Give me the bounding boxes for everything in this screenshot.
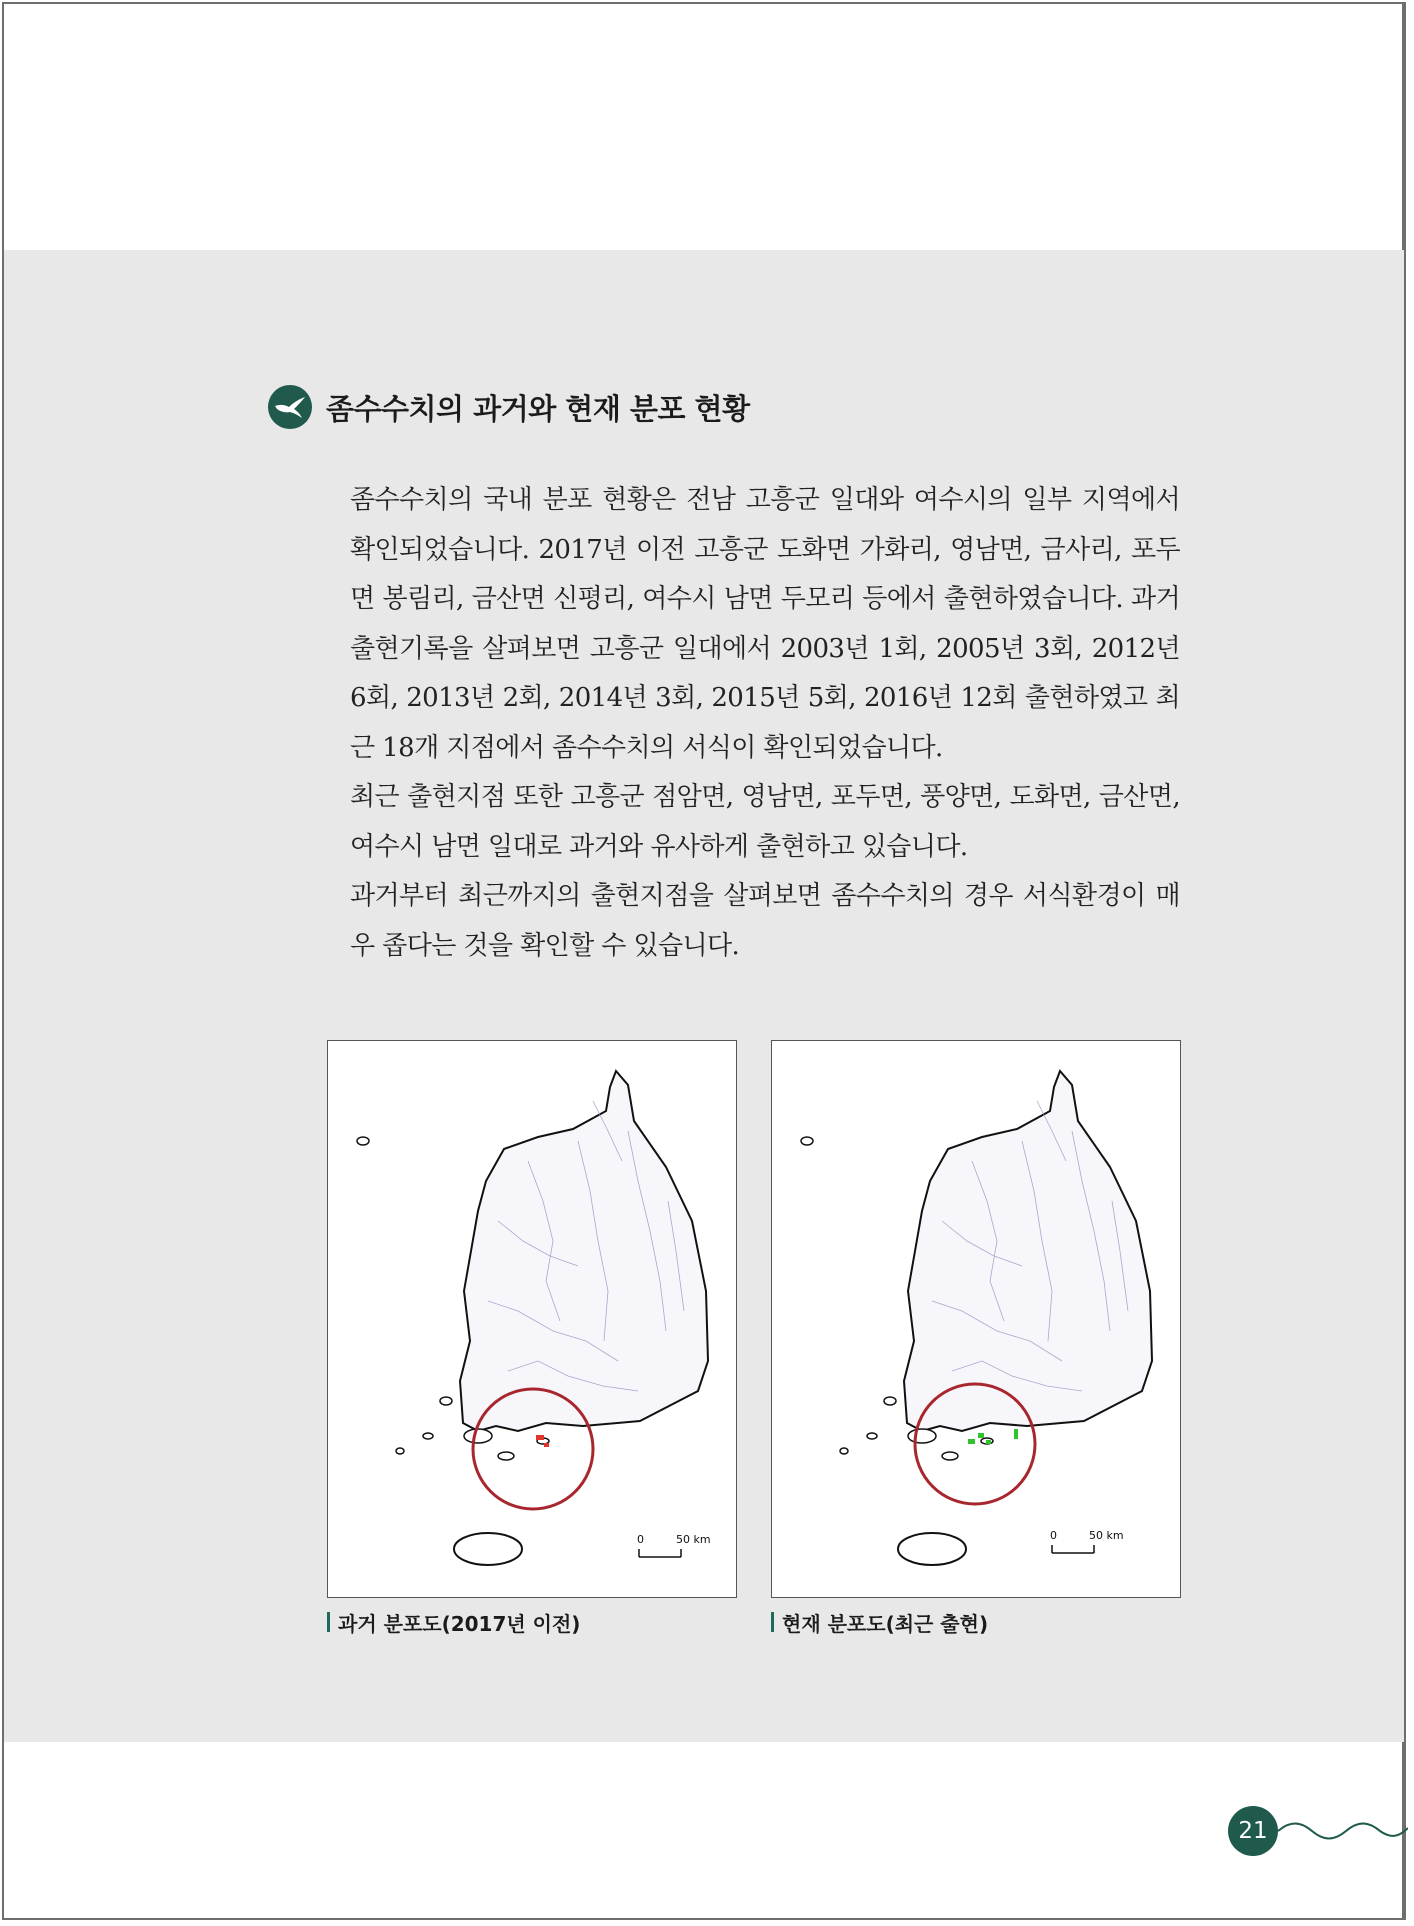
jeju-island — [454, 1533, 522, 1565]
caption-current-text: 현재 분포도(최근 출현) — [782, 1611, 989, 1636]
scale-distance-label: 50 km — [676, 1533, 711, 1546]
jeju-island — [898, 1533, 966, 1565]
paragraph-2: 최근 출현지점 또한 고흥군 점암면, 영남면, 포두면, 풍양면, 도화면, 금산면, 여수시 남면 일대로 과거와 유사하게 출현하고 있습니다. — [350, 782, 1180, 862]
section-title: 좀수수치의 과거와 현재 분포 현황 — [326, 391, 750, 426]
bird-icon — [268, 385, 312, 429]
paragraph-1: 좀수수치의 국내 분포 현황은 전남 고흥군 일대와 여수시의 일부 지역에서 확인되었습니다. 2017년 이전 고흥군 도화면 가화리, 영남면, 금사리, 포두면 봉림리, 금산면 신평리, 여수시 남면 두모리 등에서 출현하였습니다. 과거 출현기록을 살펴보면 고흥군 일대에서 2003년 1회, 2005년 3회, 2012년 6회, 2013년 2회, 2014년 3회, 2015년 5회, 2016년 12회 출현하였고 최근 18개 지점에서 좀수수치의 서식이 확인되었습니다. — [350, 485, 1180, 763]
section-header — [268, 384, 750, 430]
current-record-marker — [968, 1439, 975, 1444]
mainland-outline — [460, 1071, 708, 1431]
scale-zero-label: 0 — [637, 1533, 644, 1546]
page-number: 21 — [1228, 1806, 1278, 1856]
past-record-marker — [544, 1443, 549, 1447]
current-record-marker — [1014, 1429, 1018, 1439]
paragraph-3: 과거부터 최근까지의 출현지점을 살펴보면 좀수수치의 경우 서식환경이 매우 좁다는 것을 확인할 수 있습니다. — [350, 881, 1180, 961]
body-text — [350, 476, 1180, 971]
scale-bar — [1052, 1545, 1094, 1553]
caption-past — [327, 1606, 580, 1638]
map-current-distribution — [771, 1040, 1181, 1598]
scale-bar — [639, 1549, 681, 1557]
scale-zero-label: 0 — [1050, 1529, 1057, 1542]
caption-marker — [771, 1612, 774, 1632]
caption-current — [771, 1606, 988, 1638]
current-record-marker — [986, 1440, 991, 1444]
scale-distance-label: 50 km — [1089, 1529, 1124, 1542]
caption-past-text: 과거 분포도(2017년 이전) — [338, 1611, 581, 1636]
map-past-distribution — [327, 1040, 737, 1598]
mainland-outline — [904, 1071, 1152, 1431]
caption-marker — [327, 1612, 330, 1632]
wave-decoration — [1278, 1816, 1408, 1846]
past-record-marker — [536, 1435, 544, 1440]
current-record-marker — [978, 1433, 984, 1438]
